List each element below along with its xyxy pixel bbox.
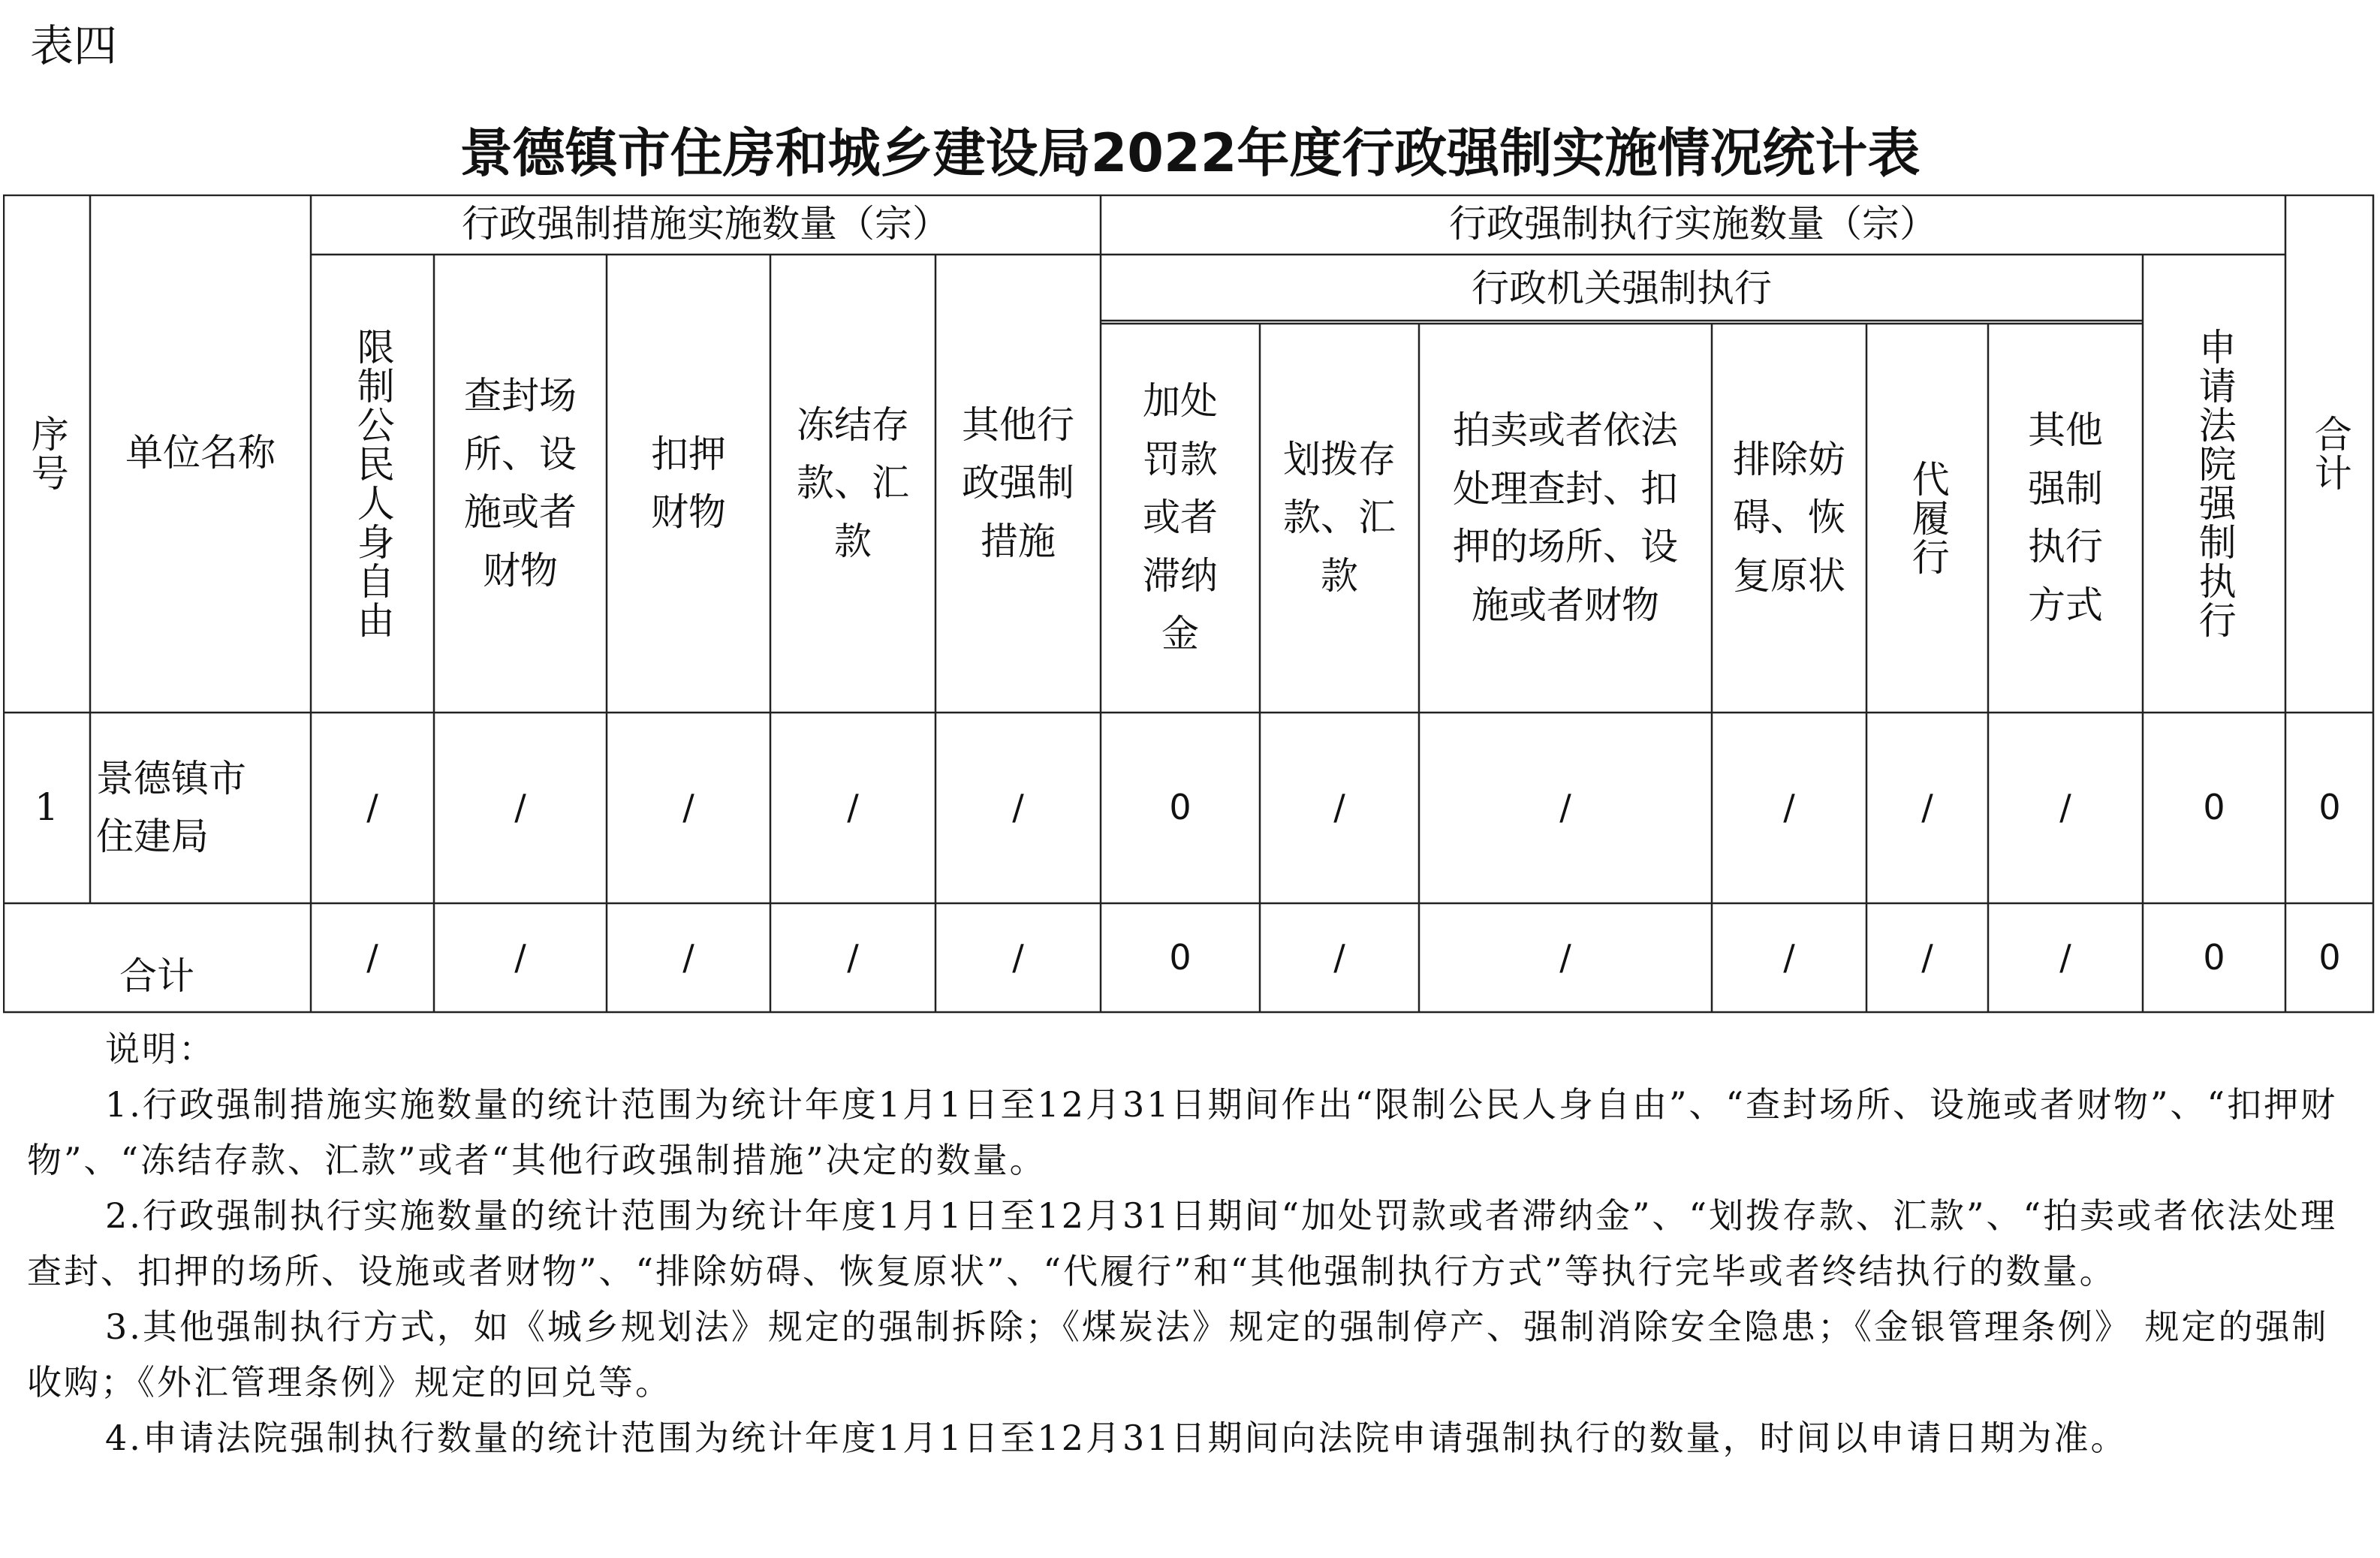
header-execution-group: 行政强制执行实施数量（宗） bbox=[1449, 202, 1937, 246]
total-measure-value: / bbox=[514, 937, 526, 978]
row-exec-value: / bbox=[2059, 787, 2071, 828]
note-item: 1.行政强制措施实施数量的统计范围为统计年度1月1日至12月31日期间作出“限制公民人身自由”、“查封场所、设施或者财物”、“扣押财物”、“冻结存款、汇款”或者“其他行政强制措施”决定的数量。 bbox=[27, 1084, 2338, 1180]
page-title: 景德镇市住房和城乡建设局2022年度行政强制实施情况统计表 bbox=[459, 122, 1921, 184]
total-exec-value: 0 bbox=[1169, 937, 1192, 978]
header-exec-auction: 拍卖或者依法处理查封、扣押的场所、设施或者财物 bbox=[1453, 408, 1678, 627]
header-exec-transfer-deposits: 划拨存款、汇款 bbox=[1283, 437, 1396, 598]
total-measure-value: / bbox=[682, 937, 694, 978]
table-label: 表四 bbox=[30, 20, 118, 71]
note-item: 3.其他强制执行方式，如《城乡规划法》规定的强制拆除；《煤炭法》规定的强制停产、强制消除安全隐患；《金银管理条例》 规定的强制收购；《外汇管理条例》规定的回兑等。 bbox=[27, 1306, 2329, 1403]
notes-section bbox=[27, 1021, 2362, 1466]
note-item: 2.行政强制执行实施数量的统计范围为统计年度1月1日至12月31日期间“加处罚款或者滞纳金”、“划拨存款、汇款”、“拍卖或者依法处理查封、扣押的场所、设施或者财物”、“排除妨碍、恢复原状”、“代履行”和“其他强制执行方式”等执行完毕或者终结执行的数量。 bbox=[27, 1195, 2338, 1291]
total-court-value: 0 bbox=[2203, 937, 2225, 978]
header-measure-restrict-liberty: 限制公民人身自由 bbox=[351, 327, 395, 640]
header-measure-freeze-deposits: 冻结存款、汇款 bbox=[797, 402, 909, 563]
row-measure-value: / bbox=[366, 787, 378, 828]
row-measure-value: / bbox=[514, 787, 526, 828]
row-exec-value: / bbox=[1333, 787, 1345, 828]
total-measure-value: / bbox=[366, 937, 378, 978]
header-seq: 序号 bbox=[25, 414, 69, 493]
header-measure-other: 其他行政强制措施 bbox=[962, 402, 1074, 563]
header-measures-group: 行政强制措施实施数量（宗） bbox=[462, 202, 950, 246]
header-exec-remove-obstruction: 排除妨碍、恢复原状 bbox=[1733, 437, 1845, 598]
header-exec-fines: 加处罚款或者滞纳金 bbox=[1143, 379, 1218, 656]
row-measure-value: / bbox=[682, 787, 694, 828]
total-measure-value: / bbox=[1012, 937, 1024, 978]
row-exec-value: / bbox=[1783, 787, 1795, 828]
header-court-execution: 申请法院强制执行 bbox=[2192, 327, 2237, 640]
total-exec-value: / bbox=[1559, 937, 1571, 978]
total-total-value: 0 bbox=[2318, 937, 2341, 978]
row-measure-value: / bbox=[1012, 787, 1024, 828]
statistics-table bbox=[3, 194, 2375, 1014]
row-unit-name: 景德镇市住建局 bbox=[96, 756, 246, 858]
header-agency-execution: 行政机关强制执行 bbox=[1472, 267, 1772, 311]
notes-heading: 说明： bbox=[105, 1029, 215, 1069]
total-exec-value: / bbox=[1333, 937, 1345, 978]
note-item: 4.申请法院强制执行数量的统计范围为统计年度1月1日至12月31日期间向法院申请强制执行的数量，时间以申请日期为准。 bbox=[105, 1418, 2128, 1458]
row-measure-value: / bbox=[847, 787, 859, 828]
header-measure-seal-property: 查封场所、设施或者财物 bbox=[464, 374, 577, 592]
total-exec-value: / bbox=[2059, 937, 2071, 978]
total-measure-value: / bbox=[847, 937, 859, 978]
header-exec-other: 其他强制执行方式 bbox=[2028, 408, 2103, 627]
header-measure-seize-property: 扣押财物 bbox=[651, 432, 726, 534]
header-exec-substitute-performance: 代履行 bbox=[1906, 460, 1950, 577]
row-seq: 1 bbox=[35, 785, 59, 830]
header-unit-name: 单位名称 bbox=[125, 431, 276, 475]
total-exec-value: / bbox=[1783, 937, 1795, 978]
row-court-value: 0 bbox=[2203, 787, 2225, 828]
total-row-label: 合计 bbox=[119, 954, 194, 998]
header-total: 合计 bbox=[2308, 414, 2352, 493]
total-exec-value: / bbox=[1921, 937, 1933, 978]
row-exec-value: / bbox=[1921, 787, 1933, 828]
row-total-value: 0 bbox=[2318, 787, 2341, 828]
row-exec-value: 0 bbox=[1169, 787, 1192, 828]
row-exec-value: / bbox=[1559, 787, 1571, 828]
